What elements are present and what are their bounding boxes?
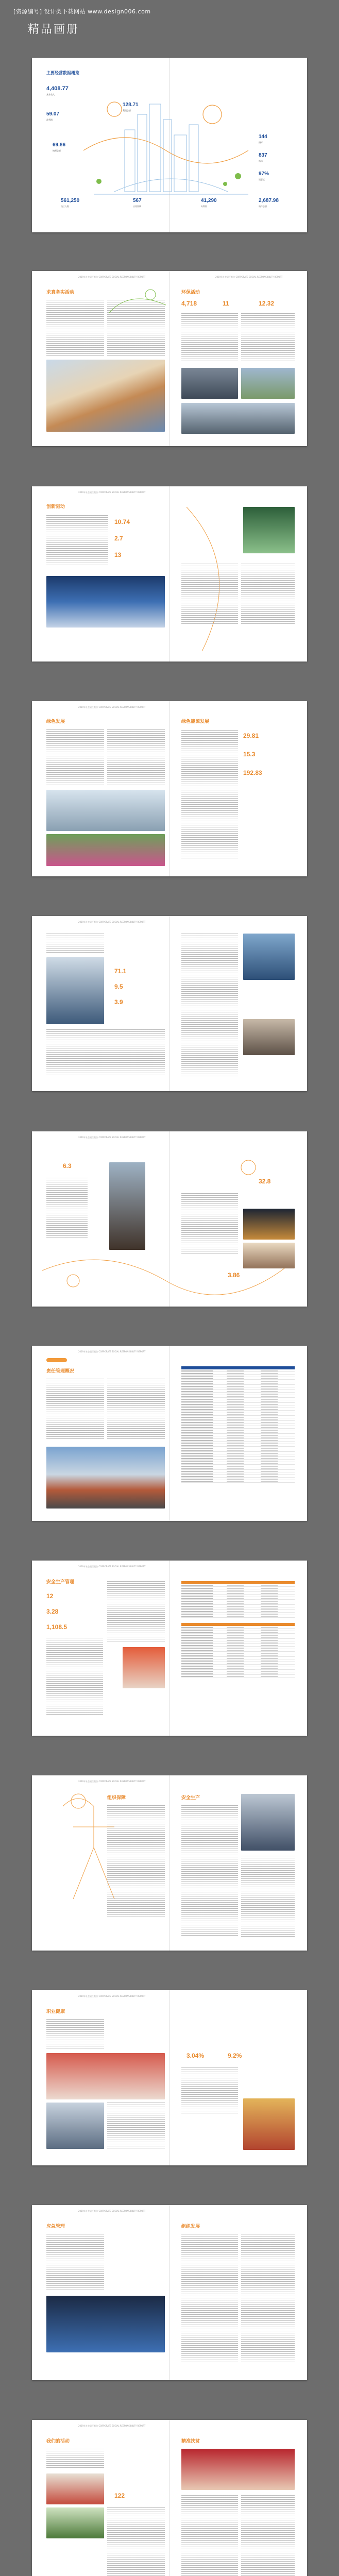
page-spine [169,1561,170,1736]
photo-production-line [243,1019,295,1055]
body-text [46,1029,165,1076]
photo-workers-masks [241,1794,295,1851]
body-text [46,934,104,954]
section-title: 责任管理概况 [46,1369,75,1374]
page-spine [169,486,170,662]
running-head: 2019年社会责任报告 CORPORATE SOCIAL RESPONSIBILITY REPORT [78,1136,146,1139]
page-9 [32,1775,307,1951]
stat-value: 567 [133,198,142,204]
running-head: 2019年社会责任报告 CORPORATE SOCIAL RESPONSIBILITY REPORT [78,1780,146,1783]
body-text [241,1856,295,1937]
photo-power-tower [46,790,165,831]
section-title: 职业健康 [46,2009,65,2014]
stat-value: 69.86 [53,142,66,148]
stat-value: 6.3 [63,1162,72,1170]
stat-value: 15.3 [243,751,256,758]
photo-city [181,403,295,434]
photo-conference-hall [46,576,165,628]
stat-value: 12.32 [259,300,275,307]
page-6 [32,1131,307,1307]
stat-value: 4,408.77 [46,86,69,92]
body-text [181,2067,238,2114]
photo-safety-training [123,1647,165,1688]
page-spine [169,916,170,1091]
section-title: 环保活动 [181,290,200,295]
page-3 [32,486,307,662]
page-spine [169,2420,170,2576]
photo-trees [46,2507,104,2538]
photo-medical-team [46,2103,104,2149]
body-text [181,564,238,625]
running-head: 2019年社会责任报告 CORPORATE SOCIAL RESPONSIBILITY REPORT [215,276,283,278]
page-spine [169,2205,170,2380]
stat-value: 144 [259,134,267,140]
stat-value: 1,108.5 [46,1623,67,1631]
page-12 [32,2420,307,2576]
stat-value: 561,250 [61,198,80,204]
body-text [46,1379,104,1440]
stat-value: 32.8 [259,1178,271,1185]
body-text [107,2103,165,2149]
section-title: 我们的活动 [46,2439,70,2444]
stat-value: 192.83 [243,769,262,776]
photo-industrial-plant [181,368,238,399]
body-text [46,300,104,357]
section-title: 绿色发展 [46,719,65,724]
running-head: 2019年社会责任报告 CORPORATE SOCIAL RESPONSIBILITY REPORT [78,491,146,494]
body-text [181,2495,238,2576]
stat-label: 资产总额 [259,205,267,208]
stat-value: 3.86 [228,1272,240,1279]
top-banner [0,0,339,41]
running-head: 2019年社会责任报告 CORPORATE SOCIAL RESPONSIBILITY REPORT [78,1350,146,1353]
photo-subway-crowd [46,2053,165,2099]
stat-value: 2.7 [114,535,123,542]
body-text [107,2507,165,2576]
page-spine [169,1775,170,1951]
body-text [46,515,108,567]
stat-value: 9.5 [114,983,123,990]
body-text [46,729,104,786]
body-text [241,313,295,363]
page-10 [32,1990,307,2165]
stat-value: 59.07 [46,111,60,117]
page-8 [32,1561,307,1736]
stat-value: 837 [259,152,267,158]
section-title: 应急管理 [46,2224,65,2229]
running-head: 2019年社会责任报告 CORPORATE SOCIAL RESPONSIBILITY REPORT [78,706,146,708]
body-text [107,1805,165,1919]
photo-control-room [46,2296,165,2352]
watermark-text: [资源编号] 设计类下载网站 www.design006.com [13,8,151,15]
body-text [181,2234,238,2363]
stat-value: 3.04% [187,2052,205,2059]
stat-value: 13 [114,551,122,558]
city-skyline-illustration [83,89,259,197]
photo-volunteers [243,2098,295,2150]
photo-tower [243,934,295,980]
photo-landscape [241,368,295,399]
photo-skyscraper [109,1162,145,1250]
body-text [241,2234,295,2363]
photo-signing-ceremony [181,2449,295,2490]
running-head: 2019年社会责任报告 CORPORATE SOCIAL RESPONSIBILITY REPORT [78,1565,146,1568]
section-title: 安全生产管理 [46,1580,75,1585]
page-2 [32,271,307,446]
section-title: 组织发展 [181,2224,200,2229]
stat-value: 3.28 [46,1608,59,1615]
stat-label: 专利数 [201,205,207,208]
body-text [46,1638,103,1715]
photo-group-event [46,2473,104,2504]
photo-power-plant [46,1447,165,1509]
stat-label: 满意度 [259,178,265,181]
stat-value: 29.81 [243,732,259,739]
gallery-title: 精品画册 [28,23,80,36]
page-11 [32,2205,307,2380]
stat-value: 2,687.98 [259,198,279,204]
stat-value: 10.74 [114,518,130,526]
body-text [46,2019,104,2050]
stat-value: 12 [46,1592,54,1600]
body-text [181,934,238,1078]
section-title: 绿色能源发展 [181,719,210,724]
page-spine [169,701,170,876]
page-4 [32,701,307,876]
stat-label: 指标 [259,141,263,144]
section-title: 组织保障 [107,1795,126,1801]
body-text [107,1379,165,1440]
running-head: 2019年社会责任报告 CORPORATE SOCIAL RESPONSIBILITY REPORT [78,2210,146,2212]
stat-value: 9.2% [228,2052,242,2059]
body-text [181,1193,238,1255]
body-text [241,564,295,625]
page-1 [32,58,307,232]
stat-value: 128.71 [123,102,139,108]
stat-value: 3.9 [114,998,123,1006]
section-title: 安全生产 [181,1795,200,1801]
running-head: 2019年社会责任报告 CORPORATE SOCIAL RESPONSIBILITY REPORT [78,2425,146,2427]
stat-label: 纳税总额 [53,149,61,152]
data-table [181,1581,295,1677]
body-text [181,313,238,363]
stat-label: 净利润 [46,118,53,121]
body-text [181,730,238,859]
body-text [46,2234,104,2291]
page-5 [32,916,307,1091]
section-title: 创新驱动 [46,504,65,510]
body-text [107,1581,165,1643]
page-spine [169,1346,170,1521]
section-title: 求真务实活动 [46,290,75,295]
line-illustration [109,284,166,315]
stat-value: 11 [223,300,229,307]
section-tag [46,1358,67,1362]
stat-label: 利润总额 [123,109,131,112]
body-text [46,1178,88,1240]
running-head: 2019年社会责任报告 CORPORATE SOCIAL RESPONSIBILITY REPORT [78,276,146,278]
stat-label: 指标 [259,160,263,162]
running-head: 2019年社会责任报告 CORPORATE SOCIAL RESPONSIBILITY REPORT [78,921,146,923]
stat-value: 71.1 [114,968,127,975]
stat-value: 4,718 [181,300,197,307]
photo-office-building [46,957,104,1024]
stat-value: 97% [259,171,269,177]
photo-flower-field [46,834,165,866]
running-head: 2019年社会责任报告 CORPORATE SOCIAL RESPONSIBILITY REPORT [78,1995,146,1997]
stat-value: 122 [114,2492,125,2499]
section-title: 精准扶贫 [181,2439,200,2444]
photo-lit-building [243,1209,295,1240]
stat-label: 营业收入 [46,93,55,96]
page-spine [169,271,170,446]
body-text [46,2449,104,2469]
page-spine [169,1990,170,2165]
body-text [181,1805,238,1937]
page-title: 主要经营数据概览 [46,71,79,75]
body-text [107,729,165,786]
stat-label: 应用案例 [133,205,141,208]
stat-value: 41,290 [201,198,217,204]
body-text [241,2495,295,2576]
photo-construction-site [46,360,165,432]
stat-label: 员工人数 [61,205,69,208]
photo-museum [243,1243,295,1268]
data-table [181,1366,295,1483]
page-7 [32,1346,307,1521]
photo-display-board [243,507,295,553]
